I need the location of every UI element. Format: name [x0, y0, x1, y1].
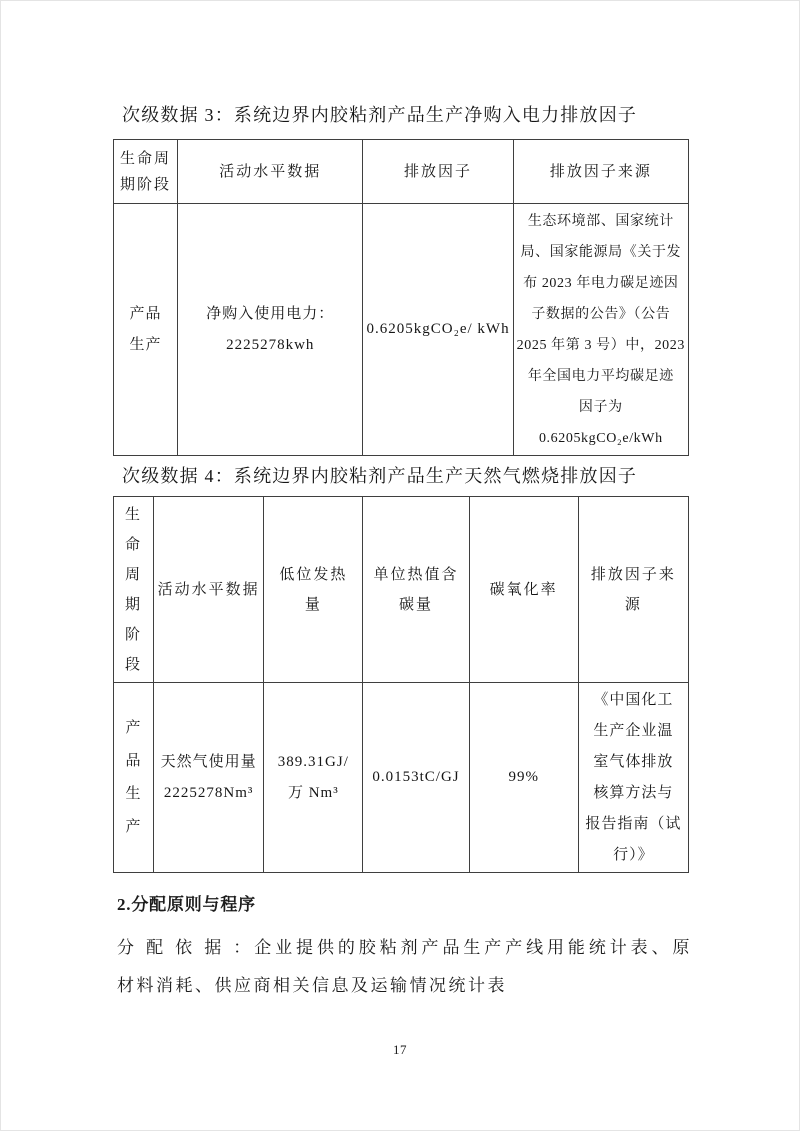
- cell-line: 产: [125, 719, 142, 736]
- cell-line: 活动水平数据: [219, 163, 322, 180]
- table3-header-source: [513, 140, 688, 204]
- table3-electricity-emission-factor: [113, 139, 689, 456]
- table4-cell-carbon-content: [363, 683, 469, 873]
- cell-line: 0.0153tC/GJ: [372, 769, 460, 785]
- cell-line: 天然气使用量: [160, 753, 257, 770]
- cell-line: 生产企业温: [593, 722, 674, 739]
- cell-line: 子数据的公告》（公告: [531, 306, 671, 322]
- table4-caption: 次级数据 4：系统边界内胶粘剂产品生产天然气燃烧排放因子: [122, 466, 638, 486]
- cell-line: 期阶段: [120, 176, 172, 193]
- cell-line: 排放因子来: [590, 566, 676, 583]
- cell-line: 局、国家能源局《关于发: [520, 244, 682, 260]
- cell-line: 2225278Nm³: [163, 784, 254, 801]
- cell-line: 期: [125, 596, 143, 613]
- table3-header-row: [114, 140, 689, 204]
- cell-line: 段: [125, 656, 143, 673]
- table3-cell-factor: [363, 204, 513, 456]
- table4-header-carbon-content: [363, 497, 469, 683]
- cell-line: 生产: [129, 336, 162, 353]
- cell-line: 命: [125, 536, 143, 553]
- cell-line: 单位热值含: [373, 566, 459, 583]
- table4-header-lifecycle: [114, 497, 154, 683]
- table3-caption: 次级数据 3：系统边界内胶粘剂产品生产净购入电力排放因子: [122, 105, 638, 125]
- cell-line: 生命周: [120, 150, 172, 167]
- cell-line: 量: [304, 596, 322, 613]
- page-number: 17: [393, 1042, 407, 1057]
- table4-header-ncv: [264, 497, 363, 683]
- table3-cell-activity: [178, 204, 363, 456]
- table4-header-source: [578, 497, 688, 683]
- table4-cell-ncv: [264, 683, 363, 873]
- cell-line: 布 2023 年电力碳足迹因: [523, 275, 679, 291]
- cell-line: 389.31GJ/: [277, 753, 349, 770]
- cell-line: 核算方法与: [593, 784, 674, 801]
- table3-header-factor: [363, 140, 513, 204]
- cell-line: 生态环境部、国家统计: [527, 213, 674, 229]
- section2-heading: 2.分配原则与程序: [117, 895, 256, 914]
- cell-line: 99%: [508, 769, 539, 785]
- cell-line: 《中国化工: [593, 691, 674, 708]
- table3-cell-source: [513, 204, 688, 456]
- cell-line: 排放因子来源: [549, 163, 652, 180]
- table3-header-lifecycle: [114, 140, 178, 204]
- cell-line: 产: [125, 818, 142, 835]
- cell-line: 阶: [125, 626, 143, 643]
- table3-header-activity: [178, 140, 363, 204]
- cell-line: 0.6205kgCO₂e/kWh: [538, 430, 663, 446]
- cell-line: 碳氧化率: [489, 581, 558, 598]
- paragraph-line: 分 配 依 据 ：企业提供的胶粘剂产品生产产线用能统计表、原: [117, 938, 692, 957]
- cell-line: 碳量: [399, 596, 434, 613]
- table4-natural-gas-emission-factor: [113, 496, 689, 873]
- cell-line: 源: [624, 596, 642, 613]
- table4-cell-activity: [154, 683, 264, 873]
- table3-data-row: [114, 204, 689, 456]
- cell-line: 2025 年第 3 号）中，2023: [516, 337, 685, 353]
- cell-line: 净购入使用电力：: [206, 305, 335, 322]
- cell-line: 报告指南（试: [585, 815, 682, 832]
- table4-header-oxidation-rate: [469, 497, 578, 683]
- cell-line: 因子为: [578, 399, 623, 415]
- table3-cell-stage: [114, 204, 178, 456]
- table4-data-row: [114, 683, 689, 873]
- cell-line: 排放因子: [404, 163, 473, 180]
- cell-line: 低位发热: [279, 566, 348, 583]
- cell-line: 生: [125, 506, 143, 523]
- cell-line: 活动水平数据: [157, 581, 260, 598]
- cell-line: 2225278kwh: [226, 336, 315, 353]
- cell-line: 年全国电力平均碳足迹: [527, 368, 674, 384]
- cell-line: 行）》: [613, 846, 654, 863]
- table4-header-row: [114, 497, 689, 683]
- table4-cell-stage: [114, 683, 154, 873]
- table4-cell-oxidation-rate: [469, 683, 578, 873]
- paragraph-line: 材料消耗、供应商相关信息及运输情况统计表: [117, 976, 507, 995]
- allocation-basis-paragraph: [117, 929, 692, 1005]
- cell-line: 室气体排放: [593, 753, 674, 770]
- table4-cell-source: [578, 683, 688, 873]
- cell-line: 品: [125, 752, 142, 769]
- cell-line: 周: [125, 566, 143, 583]
- cell-line: 万 Nm³: [287, 784, 339, 801]
- cell-line: 生: [125, 785, 142, 802]
- cell-line: 产品: [129, 305, 162, 322]
- table4-header-activity: [154, 497, 264, 683]
- cell-line: 0.6205kgCO₂e/ kWh: [366, 321, 510, 337]
